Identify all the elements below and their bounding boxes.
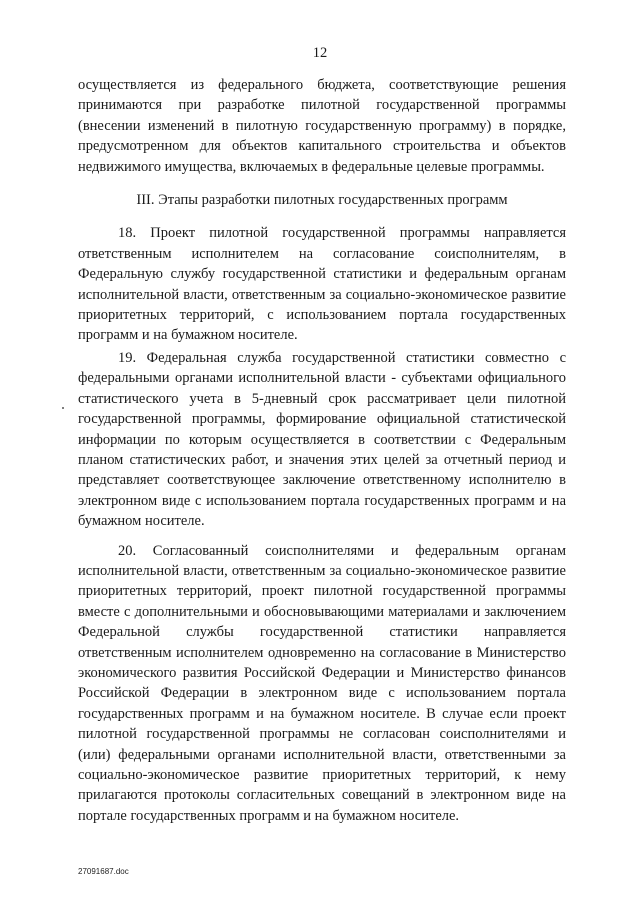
paragraph-19: 19. Федеральная служба государственной статистики совместно с федеральными органами исполнительной власти - субъектами официального статистического учета в 5-дневный срок рассматривает цели пилотной государственной программы, формирование официальной статистической информации по которым осуществляется в соответствии с Федеральным планом статистических работ, и значения этих целей за отчетный период и представляет соответствующее заключение ответственному исполнителю в электронном виде с использованием портала государственных программ и на бумажном носителе. (78, 349, 566, 530)
document-body (78, 75, 566, 826)
document-filename: 27091687.doc (78, 867, 129, 876)
page-number: 12 (312, 45, 328, 61)
scan-speck (62, 407, 64, 409)
paragraph-continuation: осуществляется из федерального бюджета, соответствующие решения принимаются при разработке пилотной государственной программы (внесении изменений в пилотную государственную программу) в порядке, предусмотренном для объектов капитального строительства и объектов недвижимого имущества, включаемых в федеральные целевые программы. (78, 77, 566, 175)
paragraph-20: 20. Согласованный соисполнителями и федеральным органам исполнительной власти, ответственным за социально-экономическое развитие приоритетных территорий, проект пилотной государственной программы вместе с дополнительными и обосновывающими материалами и заключением Федеральной службы государственной статистики направляется ответственным исполнителем одновременно на согласование в Министерство экономического развития Российской Федерации и Министерство финансов Российской Федерации в электронном виде с использованием портала государственных программ и на бумажном носителе. В случае если проект пилотной государственной программы не согласован соисполнителями и (или) федеральными органами исполнительной власти, ответственными за социально-экономическое развитие приоритетных территорий, к нему прилагаются протоколы согласительных совещаний в электронном виде на портале государственных программ и на бумажном носителе. (78, 542, 566, 824)
paragraph-18: 18. Проект пилотной государственной программы направляется ответственным исполнителем на согласование соисполнителям, в Федеральную службу государственной статистики и федеральным органам исполнительной власти, ответственным за социально-экономическое развитие приоритетных территорий, с использованием портала государственных программ и на бумажном носителе. (78, 225, 566, 344)
section-heading: III. Этапы разработки пилотных государственных программ (136, 192, 508, 209)
